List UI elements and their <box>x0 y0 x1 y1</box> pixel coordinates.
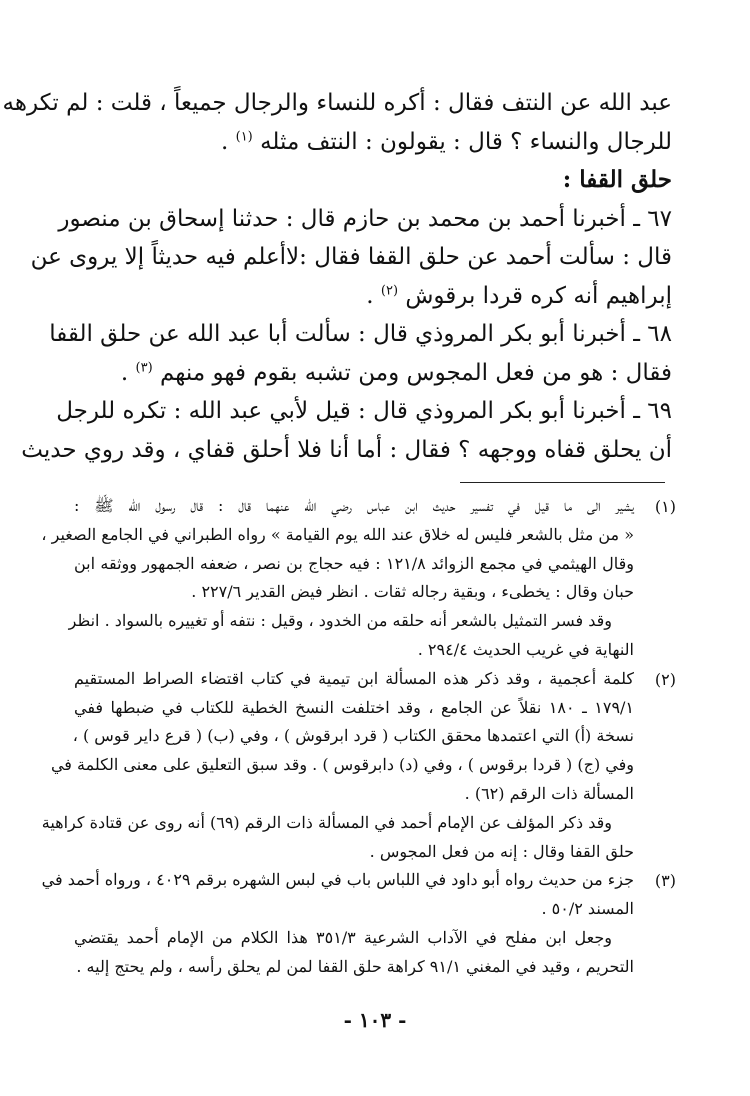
footnote-marker[interactable]: (٢) <box>380 282 399 298</box>
footnote-number: (٢) <box>654 669 676 689</box>
footnote-line: يشير الى ما قيل في تفسير حديث ابن عباس رضي الله عنهما قال : قال رسول الله ﷺ : <box>74 496 634 515</box>
footnote-line: وقد فسر التمثيل بالشعر أنه حلقه من الخدود ، وقيل : نتفه أو تغييره بالسواد . انظر <box>68 611 612 631</box>
text-line: عبد الله عن النتف فقال : أكره للنساء والرجال جميعاً ، قلت : لم تكرهه <box>2 90 672 116</box>
text-line: ٦٩ ـ أخبرنا أبو بكر المروذي قال : قيل لأبي عبد الله : تكره للرجل <box>56 398 672 424</box>
page-number: - ١٠٣ - <box>343 1008 407 1032</box>
footnote-marker[interactable]: (١) <box>235 128 253 144</box>
footnote-2 <box>41 665 676 867</box>
footnote-line: وفي (ج) ( قردا برقوس ) ، وفي (د) دابرقوس ) . وقد سبق التعليق على معنى الكلمة في <box>50 755 634 775</box>
text-line: ٦٧ ـ أخبرنا أحمد بن محمد بن حازم قال : حدثنا إسحاق بن منصور <box>58 205 672 232</box>
text-span: فقال : هو من فعل المجوس ومن تشبه بقوم فهو منهم <box>160 359 672 386</box>
text-line: أن يحلق قفاه ووجهه ؟ فقال : أما أنا فلا أحلق قفاي ، وقد روي حديث <box>21 436 672 463</box>
footnote-1 <box>41 492 676 665</box>
footnote-line: ١٧٩/١ ـ ١٨٠ نقلاً عن الجامع ، وقد اختلفت النسخ الخطية للكتاب في ضبطها ففي <box>74 697 635 717</box>
text-line: قال : سألت أحمد عن حلق القفا فقال :لاأعلم فيه حديثاً إلا يروى عن <box>30 244 672 270</box>
footnote-line: وجعل ابن مفلح في الآداب الشرعية ٣٥١/٣ هذا الكلام من الإمام أحمد يقتضي <box>74 927 612 947</box>
footnote-line: نسخة (أ) التي اعتمدها محقق الكتاب ( قرد ابرقوش ) ، وفي (ب) ( قرع داير قوس ) ، <box>72 726 634 746</box>
footnote-line: كلمة أعجمية ، وقد ذكر هذه المسألة ابن تيمية في كتاب اقتضاء الصراط المستقيم <box>74 668 634 688</box>
footnotes <box>41 492 676 982</box>
text-line: ٦٨ ـ أخبرنا أبو بكر المروذي قال : سألت أبا عبد الله عن حلق القفا <box>49 321 672 347</box>
footnote-separator <box>460 482 665 483</box>
footnote-line: جزء من حديث رواه أبو داود في اللباس باب في لبس الشهره برقم ٤٠٢٩ ، ورواه أحمد في <box>41 870 634 890</box>
sentence-end: . <box>366 282 374 309</box>
footnote-marker[interactable]: (٣) <box>135 359 153 375</box>
section-heading: حلق القفا : <box>562 166 672 193</box>
footnote-line: حلق القفا وقال : إنه من فعل المجوس . <box>369 841 634 861</box>
footnote-3 <box>41 866 676 981</box>
footnote-number: (١) <box>654 497 676 516</box>
text-line <box>88 123 672 162</box>
text-span: إبراهيم أنه كره قردا برقوش <box>405 282 672 309</box>
footnote-line: التحريم ، وقيد في المغني ٩١/١ كراهة حلق القفا لمن لم يحلق رأسه ، ولم يحتج إليه . <box>76 956 634 976</box>
footnote-line: « من مثل بالشعر فليس له خلاق عند الله يوم القيامة » رواه الطبراني في الجامع الصغير ، <box>41 524 634 544</box>
sentence-end: . <box>120 359 129 386</box>
text-span: للرجال والنساء ؟ قال : يقولون : النتف مثله <box>260 128 672 155</box>
footnote-line: المسألة ذات الرقم (٦٢) . <box>464 783 634 803</box>
footnote-line: وقد ذكر المؤلف عن الإمام أحمد في المسألة ذات الرقم (٦٩) أنه روى عن قتادة كراهية <box>41 812 612 832</box>
footnote-number: (٣) <box>654 871 676 891</box>
footnote-line: وقال الهيثمي في مجمع الزوائد ١٢١/٨ : فيه حجاج بن نصر ، ضعفه الجمهور ووثقه ابن <box>74 553 635 573</box>
text-line <box>88 354 672 393</box>
text-line <box>88 277 672 316</box>
sentence-end: . <box>220 128 229 155</box>
footnote-line: حبان وقال : يخطىء ، وبقية رجاله ثقات . انظر فيض القدير ٢٢٧/٦ . <box>191 582 634 602</box>
main-text <box>2 84 672 469</box>
footnote-line: النهاية في غريب الحديث ٢٩٤/٤ . <box>417 639 634 659</box>
footnote-line: المسند ٥٠/٢ . <box>541 899 634 919</box>
